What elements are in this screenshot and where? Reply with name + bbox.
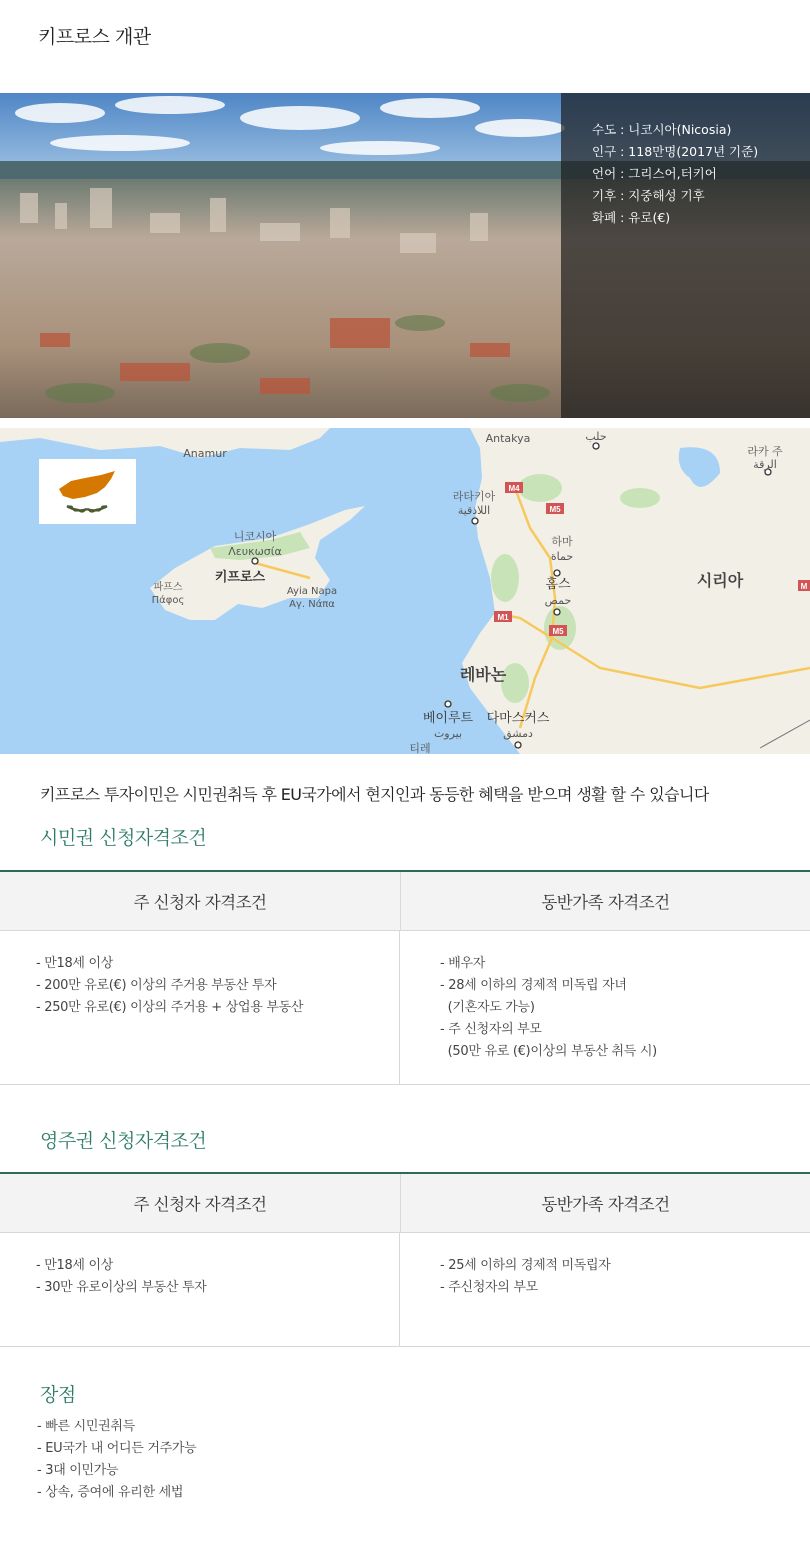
list-item: - EU국가 내 어디든 거주가능 bbox=[37, 1441, 197, 1456]
list-item: - 빠른 시민권취득 bbox=[37, 1419, 135, 1434]
list-item: - 200만 유로(€) 이상의 주거용 부동산 투자 bbox=[36, 978, 277, 993]
list-item: (기혼자도 가능) bbox=[440, 1000, 535, 1015]
map-label-hama-ko: 하마 bbox=[551, 535, 573, 548]
advantages-heading: 장점 bbox=[40, 1384, 76, 1406]
col-header-main: 주 신청자 자격조건 bbox=[0, 872, 401, 930]
list-item: - 배우자 bbox=[440, 956, 485, 971]
map-label-tyre: 티레 bbox=[409, 742, 431, 754]
table-header-row bbox=[0, 872, 810, 931]
map-label-nicosia-gr: Λευκωσία bbox=[228, 545, 282, 558]
map-label-nicosia-ko: 니코시아 bbox=[233, 530, 277, 543]
region-map bbox=[0, 428, 810, 754]
list-item: - 3대 이민가능 bbox=[37, 1463, 119, 1478]
fact-language: 언어 : 그리스어,터키어 bbox=[592, 166, 717, 181]
list-item: - 주신청자의 부모 bbox=[440, 1280, 538, 1295]
list-item: - 30만 유로이상의 부동산 투자 bbox=[36, 1280, 207, 1295]
table-body-row bbox=[0, 931, 810, 1085]
map-label-antakya: Antakya bbox=[485, 432, 531, 445]
map-label-latakia-ko: 라타키아 bbox=[452, 490, 496, 503]
map-road-m5a: M5 bbox=[549, 505, 561, 514]
map-label-syria: 시리아 bbox=[696, 571, 744, 590]
hero-info-panel bbox=[561, 93, 810, 418]
map-road-edge: M bbox=[800, 582, 808, 591]
table-body-row bbox=[0, 1233, 810, 1347]
map-road-m1: M1 bbox=[497, 613, 509, 622]
map-road-m5b: M5 bbox=[552, 627, 564, 636]
table-header-row bbox=[0, 1174, 810, 1233]
map-label-cyprus: 키프로스 bbox=[214, 570, 266, 585]
map-label-hama-ar: حماة bbox=[550, 550, 574, 563]
list-item: - 만18세 이상 bbox=[36, 1258, 114, 1273]
citizenship-heading: 시민권 신청자격조건 bbox=[40, 827, 207, 849]
map-label-lebanon: 레바논 bbox=[459, 665, 507, 684]
list-item: - 주 신청자의 부모 bbox=[440, 1022, 542, 1037]
advantages-list bbox=[37, 1416, 196, 1504]
map-label-ayianapa-en: Ayia Napa bbox=[286, 586, 338, 597]
map-label-damascus-ko: 다마스커스 bbox=[486, 711, 550, 726]
intro-text: 키프로스 투자이민은 시민권취득 후 EU국가에서 현지인과 동등한 혜택을 받으며 생활 할 수 있습니다 bbox=[40, 785, 709, 804]
map-label-raqqa-ko: 라카 주 bbox=[747, 445, 783, 458]
list-item: - 28세 이하의 경제적 미독립 자녀 bbox=[440, 978, 627, 993]
col-header-family: 동반가족 자격조건 bbox=[541, 1195, 670, 1214]
map-label-damascus-ar: دمشق bbox=[503, 727, 533, 740]
list-item: - 250만 유로(€) 이상의 주거용 + 상업용 부동산 bbox=[36, 1000, 304, 1015]
map-road-m4: M4 bbox=[508, 484, 520, 493]
map-label-homs-ar: حمص bbox=[544, 594, 572, 607]
cyprus-flag-icon bbox=[39, 459, 136, 524]
map-label-beirut-ar: بيروت bbox=[433, 727, 463, 740]
citizenship-table bbox=[0, 870, 810, 1085]
map-label-raqqa-ar: الرقة bbox=[753, 458, 777, 471]
fact-capital: 수도 : 니코시아(Nicosia) bbox=[592, 122, 732, 137]
col-header-family: 동반가족 자격조건 bbox=[541, 893, 670, 912]
map-label-ayianapa-gr: Αγ. Νάπα bbox=[289, 599, 335, 610]
map-label-paphos-ko: 파프스 bbox=[153, 582, 183, 593]
country-facts bbox=[592, 119, 758, 229]
page-title: 키프로스 개관 bbox=[38, 26, 151, 48]
list-item: - 25세 이하의 경제적 미독립자 bbox=[440, 1258, 611, 1273]
main-applicant-conditions bbox=[0, 1233, 400, 1346]
list-item: (50만 유로 (€)이상의 부동산 취득 시) bbox=[440, 1044, 657, 1059]
residency-table bbox=[0, 1172, 810, 1347]
list-item: - 상속, 증여에 유리한 세법 bbox=[37, 1485, 184, 1500]
map-label-homs-ko: 홈스 bbox=[545, 577, 571, 592]
map-label-anamur: Anamur bbox=[183, 447, 227, 460]
main-applicant-conditions bbox=[0, 931, 400, 1084]
map-label-aleppo: حلب bbox=[585, 430, 607, 443]
map-label-beirut-ko: 베이루트 bbox=[422, 711, 474, 726]
family-conditions bbox=[400, 931, 810, 1084]
family-conditions bbox=[400, 1233, 810, 1346]
col-header-main: 주 신청자 자격조건 bbox=[0, 1174, 401, 1232]
fact-currency: 화폐 : 유로(€) bbox=[592, 210, 671, 225]
map-label-paphos-gr: Πάφος bbox=[151, 595, 185, 606]
list-item: - 만18세 이상 bbox=[36, 956, 114, 971]
fact-climate: 기후 : 지중해성 기후 bbox=[592, 188, 705, 203]
fact-population: 인구 : 118만명(2017년 기준) bbox=[592, 144, 759, 159]
residency-heading: 영주권 신청자격조건 bbox=[40, 1130, 207, 1152]
map-label-latakia-ar: اللاذقية bbox=[457, 504, 491, 517]
hero-image bbox=[0, 93, 810, 418]
